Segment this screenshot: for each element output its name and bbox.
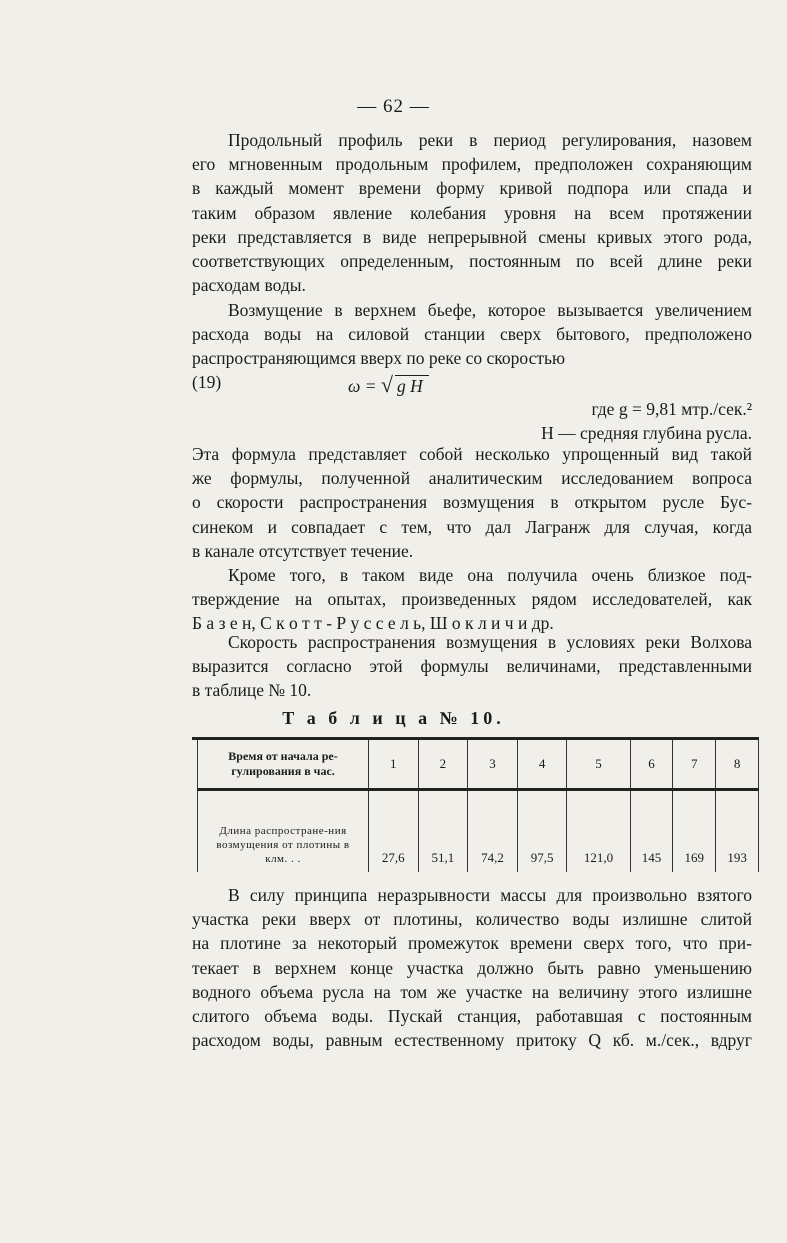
text-line: же формулы, полученной аналитическим исследованием вопроса [192, 468, 752, 489]
table-cell: 27,6 [369, 790, 419, 873]
text-line: распространяющимся вверх по реке со скоростью [192, 348, 566, 369]
formula-19 [192, 370, 752, 400]
page-number: — 62 — [357, 96, 430, 117]
paragraph-formula-note [192, 442, 752, 563]
table-row [198, 739, 759, 790]
row-header-length: Длина распростране-ния возмущения от плотины в клм. . . [198, 790, 369, 873]
table-cell: 6 [630, 739, 673, 790]
text-line: в каждый момент времени форму кривой подпора или спада и [192, 178, 752, 199]
text-line: В силу принципа неразрывности массы для произвольно взятого [228, 885, 752, 905]
table-cell: 121,0 [567, 790, 630, 873]
paragraph-confirmation [192, 563, 752, 636]
table-cell: 8 [716, 739, 759, 790]
formula-radicand: g H [395, 375, 429, 397]
text-line: таким образом явление колебания уровня на всем протяжении [192, 202, 752, 223]
paragraph-continuity [192, 883, 752, 1052]
text-line: Скорость распространения возмущения в условиях реки Волхова [228, 632, 752, 652]
table-title: Т а б л и ц а № 10. [282, 708, 505, 728]
table-cell: 3 [468, 739, 518, 790]
text-line: расходам воды. [192, 275, 306, 296]
paragraph-speed [192, 630, 752, 703]
text-line: Возмущение в верхнем бьефе, которое вызывается увеличением [228, 300, 752, 320]
text-line: участка реки вверх от плотины, количество воды излишне слитой [192, 909, 752, 930]
formula-where-2: H — средняя глубина русла. [541, 423, 752, 443]
paragraph-disturbance [192, 298, 752, 371]
text-line: Кроме того, в таком виде она получила очень близкое под- [228, 565, 752, 585]
text-line: на плотине за некоторый промежуток времени сверх того, что при- [192, 933, 752, 954]
table-cell: 1 [369, 739, 419, 790]
formula-where-1: где g = 9,81 мтр./сек.² [591, 399, 752, 419]
table-cell: 169 [673, 790, 716, 873]
text-line: расходом воды, равным естественному притоку Q кб. м./сек., вдруг [192, 1030, 752, 1051]
table-cell: 51,1 [418, 790, 468, 873]
table-cell: 74,2 [468, 790, 518, 873]
text-line: синеком и совпадает с тем, что дал Лагранж для случая, когда [192, 516, 752, 537]
table-cell: 4 [517, 739, 567, 790]
formula-lhs: ω = [348, 376, 381, 396]
text-line: в канале отсутствует течение. [192, 540, 414, 561]
paragraph-profile [192, 128, 752, 297]
table-cell: 7 [673, 739, 716, 790]
table-cell: 97,5 [517, 790, 567, 873]
table-cell: 5 [567, 739, 630, 790]
formula-number: (19) [192, 372, 222, 392]
data-table [197, 737, 759, 872]
text-line: в таблице № 10. [192, 680, 312, 701]
text-line: соответствующих определенным, постоянным по всей длине реки [192, 251, 752, 272]
table-cell: 2 [418, 739, 468, 790]
table-cell: 193 [716, 790, 759, 873]
formula-expression [348, 372, 429, 398]
text-line: его мгновенным продольным профилем, предположен сохраняющим [192, 154, 752, 175]
table-row [198, 790, 759, 873]
text-line: тверждение на опытах, произведенных рядом исследователей, как [192, 589, 752, 610]
text-line: Продольный профиль реки в период регулирования, назовем [228, 130, 752, 150]
text-line: выразится согласно этой формулы величинами, представленными [192, 656, 752, 677]
text-line: слитого объема воды. Пускай станция, работавшая с постоянным [192, 1006, 752, 1027]
table-top-rule [192, 737, 198, 740]
text-line: Эта формула представляет собой несколько упрощенный вид такой [192, 444, 752, 464]
radical-sign: √ [380, 372, 393, 397]
text-line: Б а з е н, С к о т т - Р у с с е л ь, Ш о к л и ч и др. [192, 613, 554, 634]
text-line: о скорости распространения возмущения в открытом русле Бус- [192, 492, 752, 513]
text-line: текает в верхнем конце участка должно быть равно уменьшению [192, 957, 752, 978]
table-cell: 145 [630, 790, 673, 873]
text-line: водного объема русла на том же участке на величину этого излишне [192, 981, 752, 1002]
row-header-time: Время от начала ре-гулирования в час. [198, 739, 369, 790]
text-line: реки представляется в виде непрерывной смены кривых этого рода, [192, 226, 752, 247]
text-line: расхода воды на силовой станции сверх бытового, предположено [192, 324, 752, 345]
